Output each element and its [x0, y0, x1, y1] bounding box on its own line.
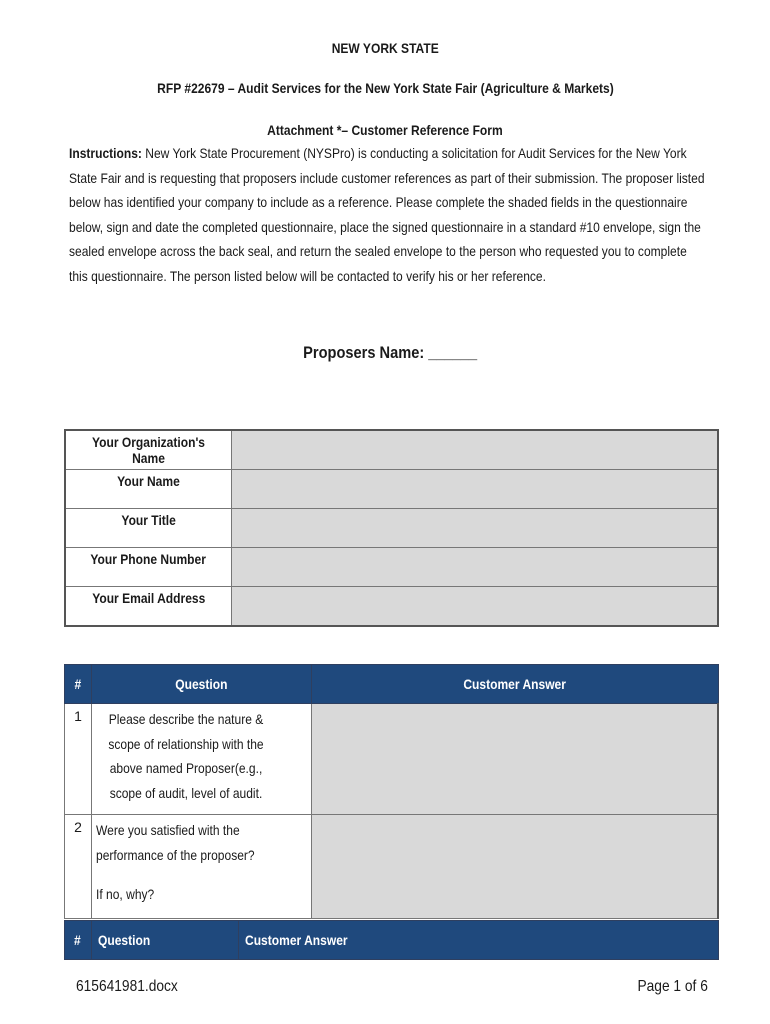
table-row — [65, 470, 718, 509]
phone-number-field[interactable] — [232, 548, 719, 587]
header-question: Question — [92, 921, 239, 960]
table-row — [65, 430, 718, 470]
org-name-label: Your Organization's Name — [65, 430, 232, 470]
footer-filename: 615641981.docx — [76, 978, 178, 995]
your-title-field[interactable] — [232, 509, 719, 548]
org-name-field[interactable] — [232, 430, 719, 470]
header-customer-answer: Customer Answer — [312, 665, 719, 704]
table-row — [65, 548, 718, 587]
table-row — [65, 509, 718, 548]
header-question: Question — [92, 665, 312, 704]
table-header-row — [65, 921, 719, 960]
table-row — [65, 587, 718, 627]
question-text: Were you satisfied with the performance of the proposer? If no, why? — [92, 815, 312, 919]
your-name-label: Your Name — [65, 470, 232, 509]
instructions-paragraph — [69, 141, 705, 288]
email-address-label: Your Email Address — [65, 587, 232, 627]
instructions-label: Instructions: — [69, 145, 142, 161]
question-text: Please describe the nature & scope of relationship with the above named Proposer(e.g., scope of audit, level of audit. — [92, 704, 312, 815]
table-row — [65, 704, 719, 815]
rfp-title: RFP #22679 – Audit Services for the New York State Fair (Agriculture & Markets) — [156, 80, 614, 96]
header-customer-answer: Customer Answer — [239, 921, 719, 960]
proposers-name-line: Proposers Name: ______ — [303, 343, 477, 362]
email-address-field[interactable] — [232, 587, 719, 627]
question-number: 1 — [65, 704, 92, 815]
state-heading: NEW YORK STATE — [331, 40, 439, 56]
header-number: # — [65, 921, 92, 960]
question-followup: If no, why? — [96, 886, 155, 902]
answer-field[interactable] — [312, 704, 719, 815]
header-number: # — [65, 665, 92, 704]
your-title-label: Your Title — [65, 509, 232, 548]
answer-field[interactable] — [312, 815, 719, 919]
question-number: 2 — [65, 815, 92, 919]
your-name-field[interactable] — [232, 470, 719, 509]
instructions-text: New York State Procurement (NYSPro) is conducting a solicitation for Audit Services for the New York State Fair and is requesting that proposers include customer references as part of their submission. The proposer listed below has identified your company to include as a reference. Please complete the shaded fields in the questionnaire below, sign and date the completed questionnaire, place the signed questionnaire in a standard #10 envelope, sign the sealed envelope across the back seal, and return the sealed envelope to the person who requested you to complete this questionnaire. The person listed below will be contacted to verify his or her reference. — [69, 145, 705, 284]
table-header-row — [65, 665, 719, 704]
footer-page-number: Page 1 of 6 — [637, 978, 708, 995]
questionnaire-table-continued — [64, 920, 719, 960]
table-row — [65, 815, 719, 919]
reference-info-table — [64, 429, 719, 627]
attachment-title: Attachment *– Customer Reference Form — [267, 122, 503, 138]
questionnaire-table — [64, 664, 719, 919]
phone-number-label: Your Phone Number — [65, 548, 232, 587]
